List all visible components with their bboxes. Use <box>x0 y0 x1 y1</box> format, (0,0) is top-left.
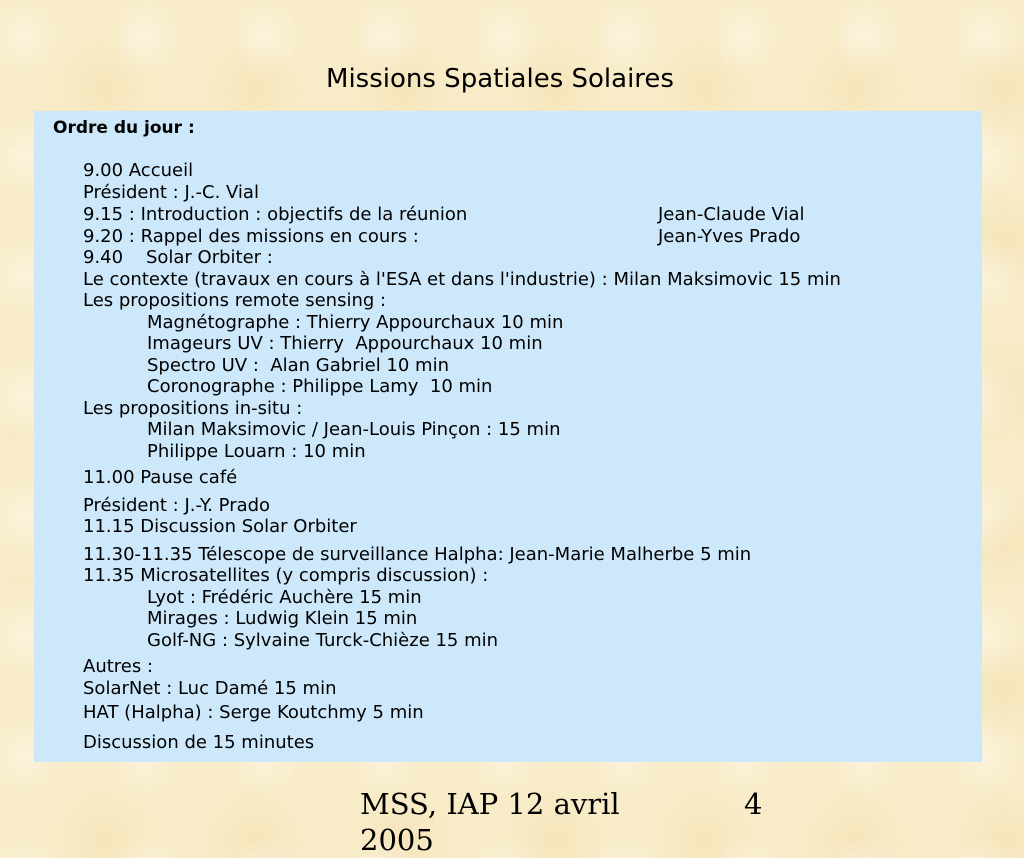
agenda-subitem: Lyot : Frédéric Auchère 15 min <box>147 587 422 608</box>
agenda-item: 9.20 : Rappel des missions en cours : <box>83 226 419 247</box>
speaker-introduction: Jean-Claude Vial <box>658 204 805 225</box>
footer-line-1: MSS, IAP 12 avril <box>360 787 620 821</box>
agenda-item: 9.40 Solar Orbiter : <box>83 247 273 268</box>
agenda-subitem: Spectro UV : Alan Gabriel 10 min <box>147 355 449 376</box>
agenda-item: 11.35 Microsatellites (y compris discussion) : <box>83 565 489 586</box>
agenda-subitem: Coronographe : Philippe Lamy 10 min <box>147 376 493 397</box>
agenda-subitem: Mirages : Ludwig Klein 15 min <box>147 608 418 629</box>
agenda-item: Autres : <box>83 656 154 677</box>
agenda-item: 11.00 Pause café <box>83 467 238 488</box>
agenda-item: Président : J.-Y. Prado <box>83 495 271 516</box>
agenda-heading: Ordre du jour : <box>53 118 195 138</box>
agenda-panel <box>34 111 982 762</box>
footer-text <box>360 786 620 858</box>
footer-line-2: 2005 <box>360 823 434 857</box>
agenda-item: 9.00 Accueil <box>83 160 194 181</box>
agenda-item: 9.15 : Introduction : objectifs de la réunion <box>83 204 468 225</box>
agenda-subitem: Philippe Louarn : 10 min <box>147 441 366 462</box>
agenda-subitem: Milan Maksimovic / Jean-Louis Pinçon : 15 min <box>147 419 561 440</box>
agenda-item: Le contexte (travaux en cours à l'ESA et dans l'industrie) : Milan Maksimovic 15 min <box>83 269 841 290</box>
agenda-item: Discussion de 15 minutes <box>83 732 315 753</box>
agenda-subitem: Imageurs UV : Thierry Appourchaux 10 min <box>147 333 543 354</box>
agenda-item: Les propositions remote sensing : <box>83 290 387 311</box>
agenda-item: Président : J.-C. Vial <box>83 182 259 203</box>
slide-title: Missions Spatiales Solaires <box>326 64 674 94</box>
agenda-subitem: Golf-NG : Sylvaine Turck-Chièze 15 min <box>147 630 499 651</box>
page-number: 4 <box>744 787 763 821</box>
agenda-item: SolarNet : Luc Damé 15 min <box>83 678 337 699</box>
agenda-item: HAT (Halpha) : Serge Koutchmy 5 min <box>83 702 424 723</box>
agenda-item: 11.15 Discussion Solar Orbiter <box>83 516 357 537</box>
agenda-item: 11.30-11.35 Télescope de surveillance Halpha: Jean-Marie Malherbe 5 min <box>83 544 752 565</box>
agenda-item: Les propositions in-situ : <box>83 398 303 419</box>
speaker-rappel: Jean-Yves Prado <box>658 226 801 247</box>
agenda-subitem: Magnétographe : Thierry Appourchaux 10 min <box>147 312 564 333</box>
